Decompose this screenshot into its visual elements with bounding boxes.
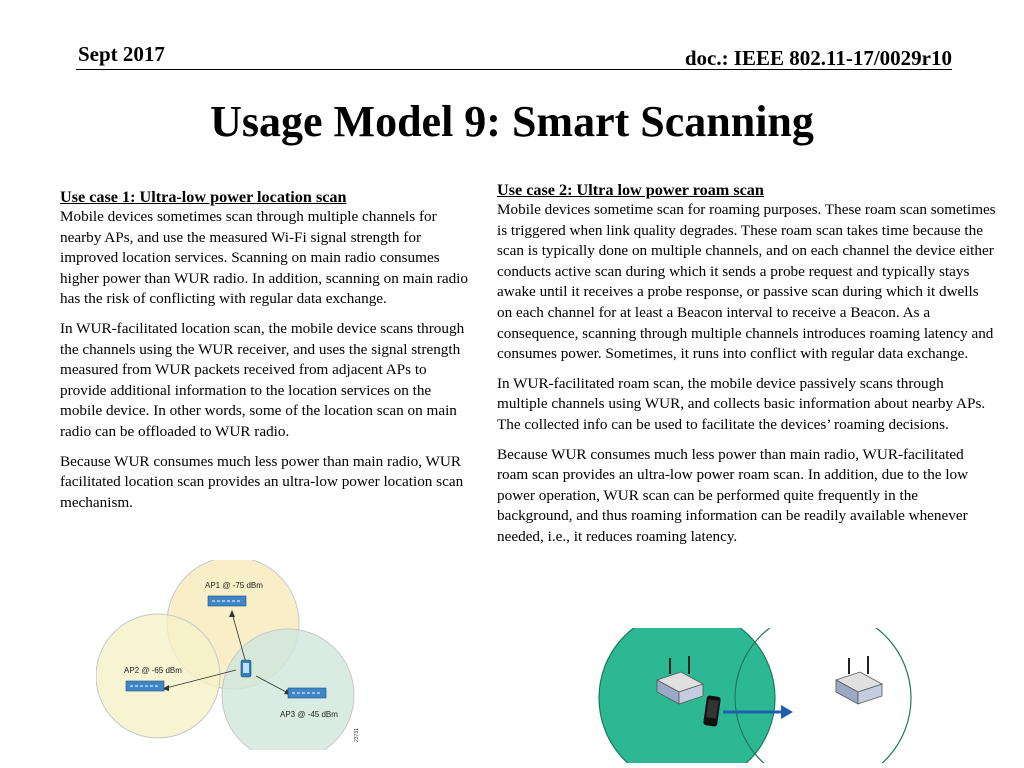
use-case-1-paragraph: Because WUR consumes much less power than main radio, WUR facilitated location scan provides an ultra-low power location scan mechanism.: [60, 452, 464, 511]
use-case-2-heading: Use case 2: Ultra low power roam scan: [497, 181, 764, 199]
use-case-1: [60, 187, 472, 522]
ap2-router-icon: [126, 681, 164, 691]
use-case-1-heading: Use case 1: Ultra-low power location scan: [60, 188, 347, 206]
figure-id: 23731: [354, 728, 360, 742]
ap2-label: AP2 @ -65 dBm: [124, 666, 182, 675]
use-case-2-paragraph: In WUR-facilitated roam scan, the mobile device passively scans through multiple channels using WUR, and collects basic information about nearby APs. The collected info can be used to facilitate the devices’ roaming decisions.: [497, 374, 986, 433]
right-router-icon: [836, 656, 882, 704]
mobile-device-icon: [241, 660, 251, 677]
use-case-1-paragraph: In WUR-facilitated location scan, the mobile device scans through the channels using the WUR receiver, and uses the signal strength measured from WUR packets received from adjacent APs to provide additional information to the location services on the mobile device. In other words, some of the location scan on main radio can be offloaded to WUR radio.: [60, 319, 465, 440]
ap1-router-icon: [208, 596, 246, 606]
ap3-router-icon: [288, 688, 326, 698]
header-date: Sept 2017: [78, 42, 165, 66]
ap1-label: AP1 @ -75 dBm: [205, 581, 263, 590]
header-rule: [76, 69, 952, 70]
use-case-2-paragraph: Because WUR consumes much less power than main radio, WUR-facilitated roam scan provides an ultra-low power roam scan. In addition, due to the low power operation, WUR scan can be performed quite frequently in the background, and thus roaming information can be readily available whenever needed, i.e., it reduces roaming latency.: [497, 445, 969, 545]
header-doc-id: doc.: IEEE 802.11-17/0029r10: [684, 46, 952, 70]
use-case-1-paragraph: Mobile devices sometimes scan through multiple channels for nearby APs, and use the measured Wi-Fi signal strength for improved location services. Scanning on main radio consumes higher power than WUR radio. In addition, scanning on main radio has the risk of conflicting with regular data exchange.: [60, 208, 469, 308]
ap3-label: AP3 @ -45 dBm: [280, 710, 338, 719]
location-scan-diagram: [96, 560, 366, 750]
use-case-2-paragraph: Mobile devices sometime scan for roaming purposes. These roam scan sometimes is triggered when link quality degrades. These roam scan takes time because the scan is typically done on multiple channels, and on each channel the device either conducts active scan during which it sends a probe request and typically stays awake until it receives a probe response, or passive scan during which it dwells on each channel for at least a Beacon interval to receive a Beacon. As a consequence, scanning through multiple channels introduces roaming latency and consumes power. Sometimes, it runs into conflict with regular data exchange.: [497, 201, 996, 363]
roam-scan-diagram: [595, 628, 915, 763]
ap2-coverage-circle: [96, 614, 220, 738]
use-case-2: [497, 180, 997, 557]
slide-title: Usage Model 9: Smart Scanning: [210, 97, 814, 146]
